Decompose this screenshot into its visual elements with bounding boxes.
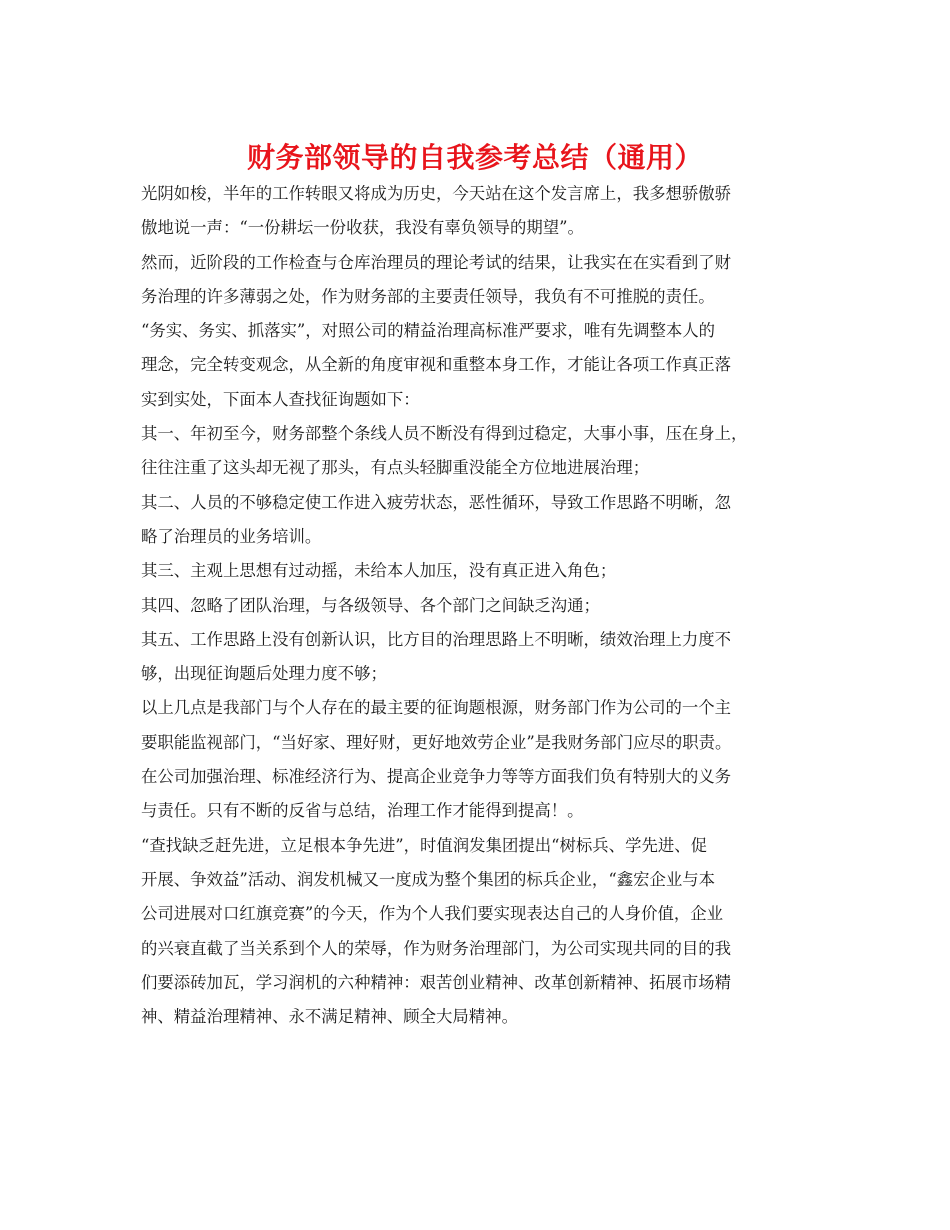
body-line: 实到实处，下面本人查找征询题如下：: [141, 389, 420, 409]
body-line: 略了治理员的业务培训。: [141, 526, 322, 546]
body-line: 光阴如梭，半年的工作转眼又将成为历史，今天站在这个发言席上，我多想骄傲骄: [141, 184, 732, 203]
body-line: 够，出现征询题后处理力度不够；: [141, 664, 387, 684]
body-line: 其三、主观上思想有过动摇，未给本人加压，没有真正进入角色；: [141, 561, 617, 581]
body-line: 其五、工作思路上没有创新认识，比方目的治理思路上不明晰，绩效治理上力度不: [141, 629, 732, 649]
body-line: 务治理的许多薄弱之处，作为财务部的主要责任领导，我负有不可推脱的责任。: [141, 286, 715, 306]
body-line: “查找缺乏赶先进，立足根本争先进”，时值润发集团提出“树标兵、学先进、促: [141, 835, 708, 855]
body-line: 与责任。只有不断的反省与总结，治理工作才能得到提高！。: [141, 801, 584, 821]
body-line: 要职能监视部门，“当好家、理好财，更好地效劳企业”是我财务部门应尽的职责。: [141, 732, 732, 752]
body-line: “务实、务实、抓落实”，对照公司的精益治理高标准严要求，唯有先调整本人的: [141, 321, 716, 341]
body-line: 开展、争效益”活动、润发机械又一度成为整个集团的标兵企业，“鑫宏企业与本: [141, 869, 716, 889]
document-body: [141, 177, 831, 1034]
body-line: 其一、年初至今，财务部整个条线人员不断没有得到过稳定，大事小事，压在身上，: [141, 424, 748, 444]
body-line: 其四、忽略了团队治理，与各级领导、各个部门之间缺乏沟通；: [141, 595, 600, 615]
body-line: 傲地说一声：“一份耕坛一份收获，我没有辜负领导的期望”。: [141, 218, 584, 238]
body-line: 神、精益治理精神、永不满足精神、顾全大局精神。: [141, 1007, 518, 1027]
body-line: 公司进展对口红旗竞赛”的今天，作为个人我们要实现表达自己的人身价值，企业: [141, 904, 724, 924]
body-line: 的兴衰直截了当关系到个人的荣辱，作为财务治理部门，为公司实现共同的目的我: [141, 938, 732, 958]
body-line: 往往注重了这头却无视了那头，有点头轻脚重没能全方位地进展治理；: [141, 458, 650, 478]
document-title: 财务部领导的自我参考总结（通用）: [246, 141, 703, 174]
body-line: 以上几点是我部门与个人存在的最主要的征询题根源，财务部门作为公司的一个主: [141, 698, 732, 718]
body-line: 在公司加强治理、标准经济行为、提高企业竞争力等等方面我们负有特别大的义务: [141, 767, 732, 787]
body-line: 然而，近阶段的工作检查与仓库治理员的理论考试的结果，让我实在在实看到了财: [141, 252, 732, 272]
body-line: 其二、人员的不够稳定使工作进入疲劳状态，恶性循环，导致工作思路不明晰，忽: [141, 492, 732, 512]
body-line: 们要添砖加瓦，学习润机的六种精神：艰苦创业精神、改革创新精神、拓展市场精: [141, 972, 732, 992]
body-line: 理念，完全转变观念，从全新的角度审视和重整本身工作，才能让各项工作真正落: [141, 355, 732, 375]
